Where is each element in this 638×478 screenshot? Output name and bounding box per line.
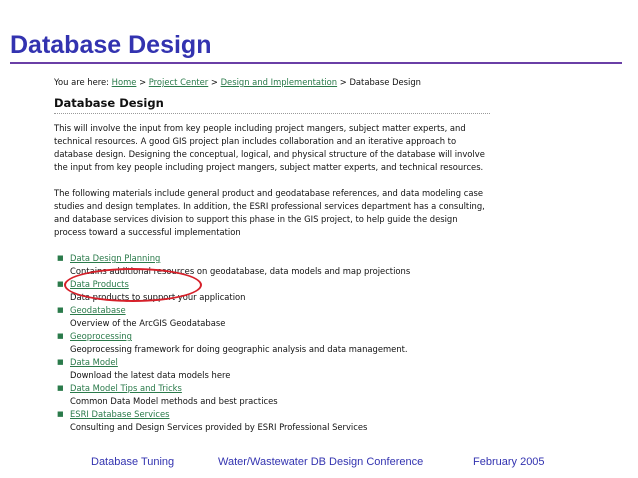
data-design-planning-link[interactable]: Data Design Planning	[70, 253, 161, 263]
resource-description: Geoprocessing framework for doing geographic analysis and data management.	[70, 344, 408, 354]
page-heading: Database Design	[54, 96, 164, 110]
data-model-link[interactable]: Data Model	[70, 357, 118, 367]
geoprocessing-link[interactable]: Geoprocessing	[70, 331, 132, 341]
materials-paragraph: The following materials include general product and geodatabase references, and data modeling case studies and design templates. In addition, the ESRI professional services department has a consulting, and database services division to support this phase in the GIS project, to help guide the design process toward a successful implementation	[54, 188, 485, 237]
geodatabase-link[interactable]: Geodatabase	[70, 305, 126, 315]
bullet-icon: ■	[57, 358, 64, 366]
bullet-icon: ■	[57, 306, 64, 314]
resource-description: Common Data Model methods and best practices	[70, 396, 278, 406]
breadcrumb-design-implementation-link[interactable]: Design and Implementation	[220, 77, 338, 87]
breadcrumb-home-link[interactable]: Home	[111, 77, 137, 87]
footer-center: Water/Wastewater DB Design Conference	[218, 456, 424, 468]
title-divider	[10, 62, 622, 64]
highlight-circle	[64, 268, 202, 302]
resource-description: Data products to support your application	[70, 292, 246, 302]
list-item	[57, 330, 490, 356]
footer-right: February 2005	[473, 456, 545, 468]
resource-description: Download the latest data models here	[70, 370, 231, 380]
list-item	[57, 408, 490, 434]
breadcrumb-separator: >	[337, 77, 350, 87]
intro-paragraph: This will involve the input from key people including project mangers, subject matter experts, and technical resources. A good GIS project plan includes collaboration and an iterative approach to database design. Designing the conceptual, logical, and physical structure of the database will involve the input from key people including project mangers, subject matter experts, and technical resources.	[54, 123, 485, 172]
bullet-icon: ■	[57, 410, 64, 418]
bullet-icon: ■	[57, 332, 64, 340]
slide-title: Database Design	[10, 31, 212, 59]
footer-left: Database Tuning	[91, 456, 175, 468]
breadcrumb-separator: >	[136, 77, 149, 87]
breadcrumb-current: Database Design	[349, 77, 421, 87]
resource-description: Contains additional resources on geodatabase, data models and map projections	[70, 266, 411, 276]
bullet-icon: ■	[57, 384, 64, 392]
data-products-link[interactable]: Data Products	[70, 279, 129, 289]
esri-database-services-link[interactable]: ESRI Database Services	[70, 409, 170, 419]
list-item	[57, 356, 490, 382]
dotted-divider	[54, 112, 490, 114]
breadcrumb-project-center-link[interactable]: Project Center	[148, 77, 209, 87]
breadcrumb	[54, 76, 490, 89]
resource-description: Overview of the ArcGIS Geodatabase	[70, 318, 226, 328]
breadcrumb-prefix: You are here:	[54, 77, 112, 87]
bullet-icon: ■	[57, 280, 64, 288]
list-item	[57, 304, 490, 330]
list-item	[57, 382, 490, 408]
bullet-icon: ■	[57, 254, 64, 262]
data-model-tips-link[interactable]: Data Model Tips and Tricks	[70, 383, 182, 393]
breadcrumb-separator: >	[208, 77, 221, 87]
resource-description: Consulting and Design Services provided by ESRI Professional Services	[70, 422, 368, 432]
web-page-screenshot	[54, 76, 490, 434]
